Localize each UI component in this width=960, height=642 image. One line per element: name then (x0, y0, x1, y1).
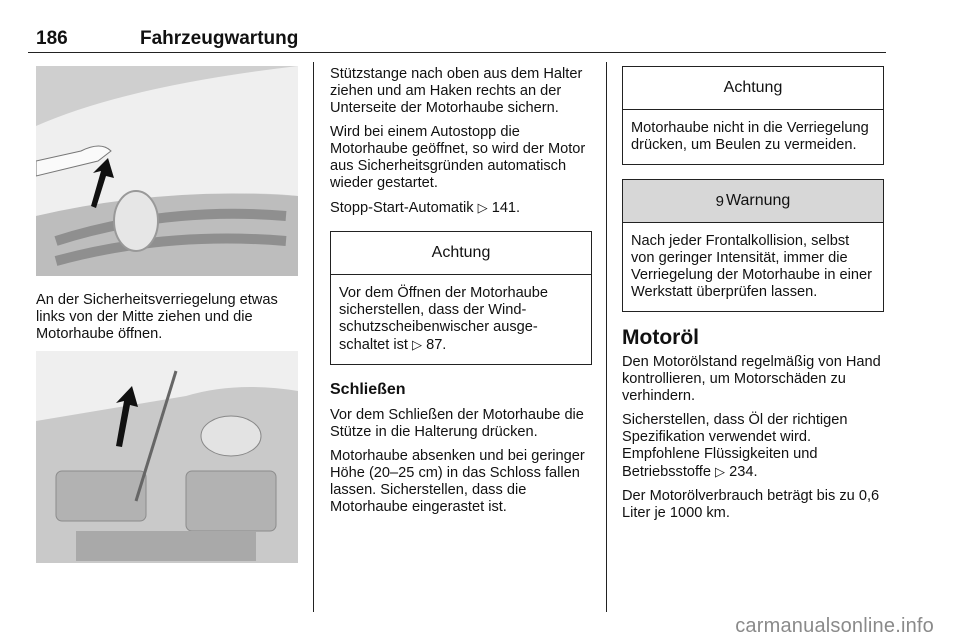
column-2 (330, 66, 592, 523)
paragraph-stop-start-ref (330, 199, 592, 217)
paragraph-oil-spec: Sicherstellen, dass Öl der richtigen Spezifikation verwendet wird. (622, 412, 848, 445)
paragraph-prop-rod: Stützstange nach oben aus dem Halter ziehen und am Haken rechts an der Unterseite der Motorhaube sichern. (330, 66, 583, 116)
page-header (28, 26, 886, 53)
page-title: Fahrzeugwartung (140, 28, 299, 49)
page-ref-icon: ▷ (477, 200, 488, 215)
page-ref-icon: ▷ (715, 464, 726, 479)
warning-triangle-icon: 9 (715, 192, 724, 210)
watermark: carmanualsonline.info (735, 615, 934, 637)
hood-release-illustration (36, 66, 298, 276)
caution-box-wiper (330, 231, 592, 365)
paragraph-closing-1: Vor dem Schließen der Motorhaube die Stütze in die Halterung drücken. (330, 407, 584, 440)
paragraph-oil-check: Den Motorölstand regelmäßig von Hand kontrollieren, um Motorschäden zu verhindern. (622, 354, 881, 404)
warning-box-text: Nach jeder Frontalkollision, selbst von geringer Intensität, immer die Verriegelung der Motorhaube in einer Werkstatt überprüfen lassen. (631, 233, 872, 300)
section-heading-closing: Schließen (330, 381, 406, 398)
fluids-link-text: Empfohlene Flüssigkeiten und Betriebsstoffe (622, 446, 818, 480)
warning-box-title: Warnung (726, 192, 791, 209)
caution-box-title: Achtung (623, 67, 883, 110)
fluids-page-ref: 234. (729, 464, 758, 480)
column-3 (622, 66, 884, 529)
page-number: 186 (36, 28, 68, 49)
paragraph-fluids-ref (622, 446, 884, 481)
paragraph-autostop: Wird bei einem Autostopp die Motorhaube geöffnet, so wird der Motor aus Sicherheitsgründen automatisch wieder gestartet. (330, 124, 586, 191)
column-1 (36, 66, 298, 563)
section-heading-engine-oil: Motoröl (622, 326, 699, 349)
caution-box-dents (622, 66, 884, 165)
stop-start-page-ref: 141. (491, 200, 521, 216)
warning-box-header (623, 180, 883, 223)
caution-box-text: Motorhaube nicht in die Verriegelung drücken, um Beulen zu vermeiden. (631, 120, 869, 153)
page-ref-icon: ▷ (412, 337, 423, 352)
column-divider-1 (313, 62, 314, 612)
caption-hood-release: An der Sicherheitsverriegelung etwas links von der Mitte ziehen und die Motorhaube öffnen. (36, 292, 278, 342)
caution-box-text: Vor dem Öffnen der Motorhaube sicherstellen, dass der Wind-schutzscheibenwischer ausge-schaltet ist ▷ 87. (339, 285, 549, 353)
caution-box-title: Achtung (331, 232, 591, 275)
hood-prop-illustration (36, 351, 298, 563)
column-divider-2 (606, 62, 607, 612)
paragraph-oil-consumption: Der Motorölverbrauch beträgt bis zu 0,6 Liter je 1000 km. (622, 488, 880, 521)
stop-start-link-text: Stopp-Start-Automatik (330, 200, 474, 216)
paragraph-closing-2: Motorhaube absenken und bei geringer Höhe (20–25 cm) in das Schloss fallen lassen. Sicherstellen, dass die Motorhaube eingerastet ist. (330, 448, 585, 515)
warning-box-collision (622, 179, 884, 312)
